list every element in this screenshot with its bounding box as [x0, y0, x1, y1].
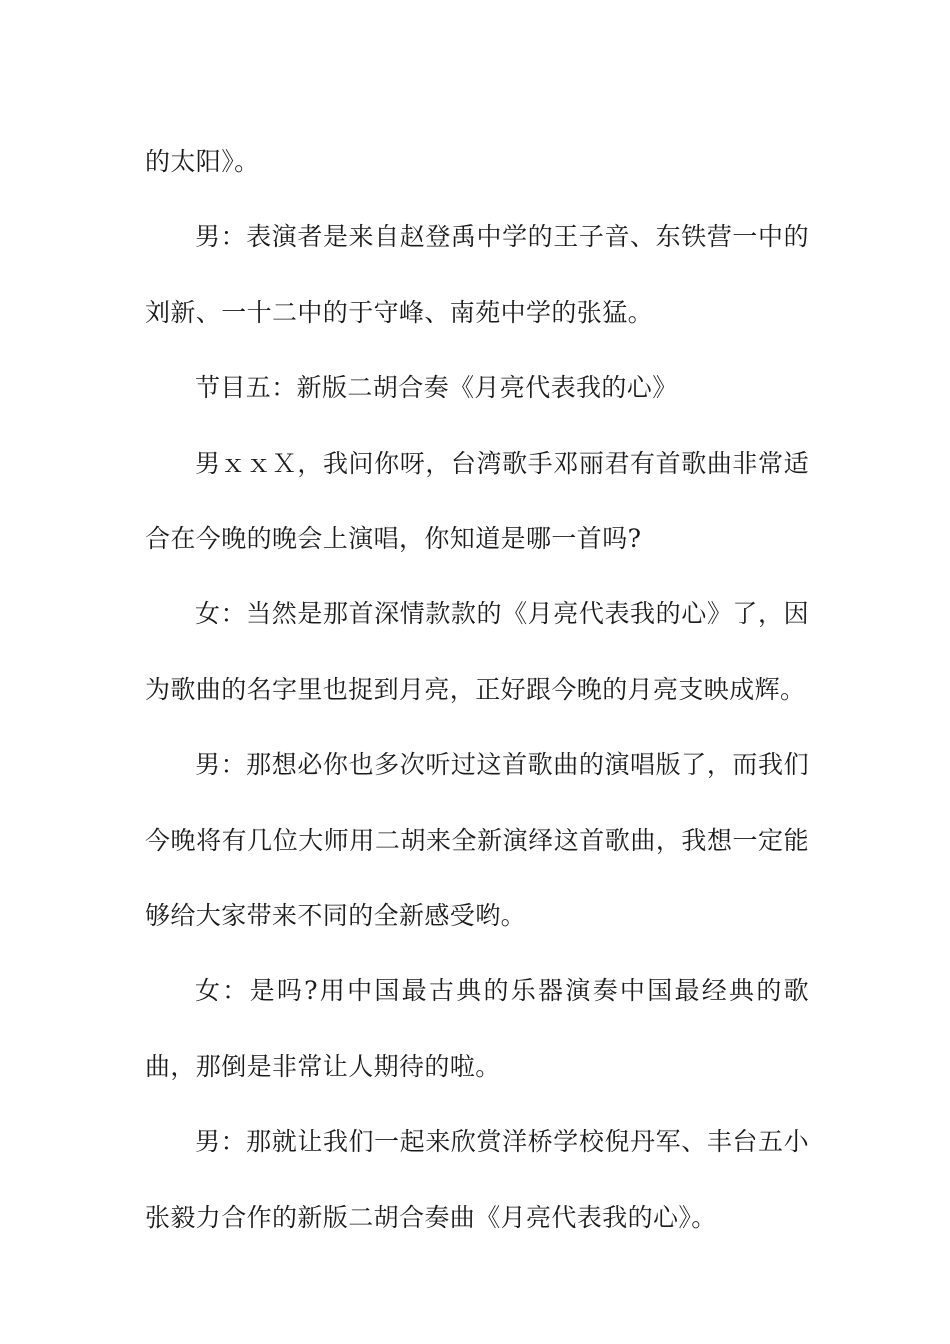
paragraph-5: 女：当然是那首深情款款的《月亮代表我的心》了，因为歌曲的名字里也捉到月亮，正好跟今晚的月亮支映成辉。: [145, 599, 809, 704]
paragraph-3: 节目五：新版二胡合奏《月亮代表我的心》: [195, 373, 678, 403]
document-body: [145, 124, 809, 1255]
paragraph-1: 的太阳》。: [145, 147, 260, 176]
paragraph-4: 男ｘｘＸ，我问你呀，台湾歌手邓丽君有首歌曲非常适合在今晚的晚会上演唱，你知道是哪一首吗?: [145, 448, 809, 554]
paragraph-2: 男：表演者是来自赵登禹中学的王子音、东铁营一中的刘新、一十二中的于守峰、南苑中学的张猛。: [145, 222, 809, 327]
paragraph-8: 男：那就让我们一起来欣赏洋桥学校倪丹军、丰台五小张毅力合作的新版二胡合奏曲《月亮代表我的心》。: [145, 1127, 809, 1232]
paragraph-6: 男：那想必你也多次听过这首歌曲的演唱版了，而我们今晚将有几位大师用二胡来全新演绎这首歌曲，我想一定能够给大家带来不同的全新感受哟。: [145, 750, 809, 931]
paragraph-7: 女：是吗?用中国最古典的乐器演奏中国最经典的歌曲，那倒是非常让人期待的啦。: [145, 976, 809, 1081]
